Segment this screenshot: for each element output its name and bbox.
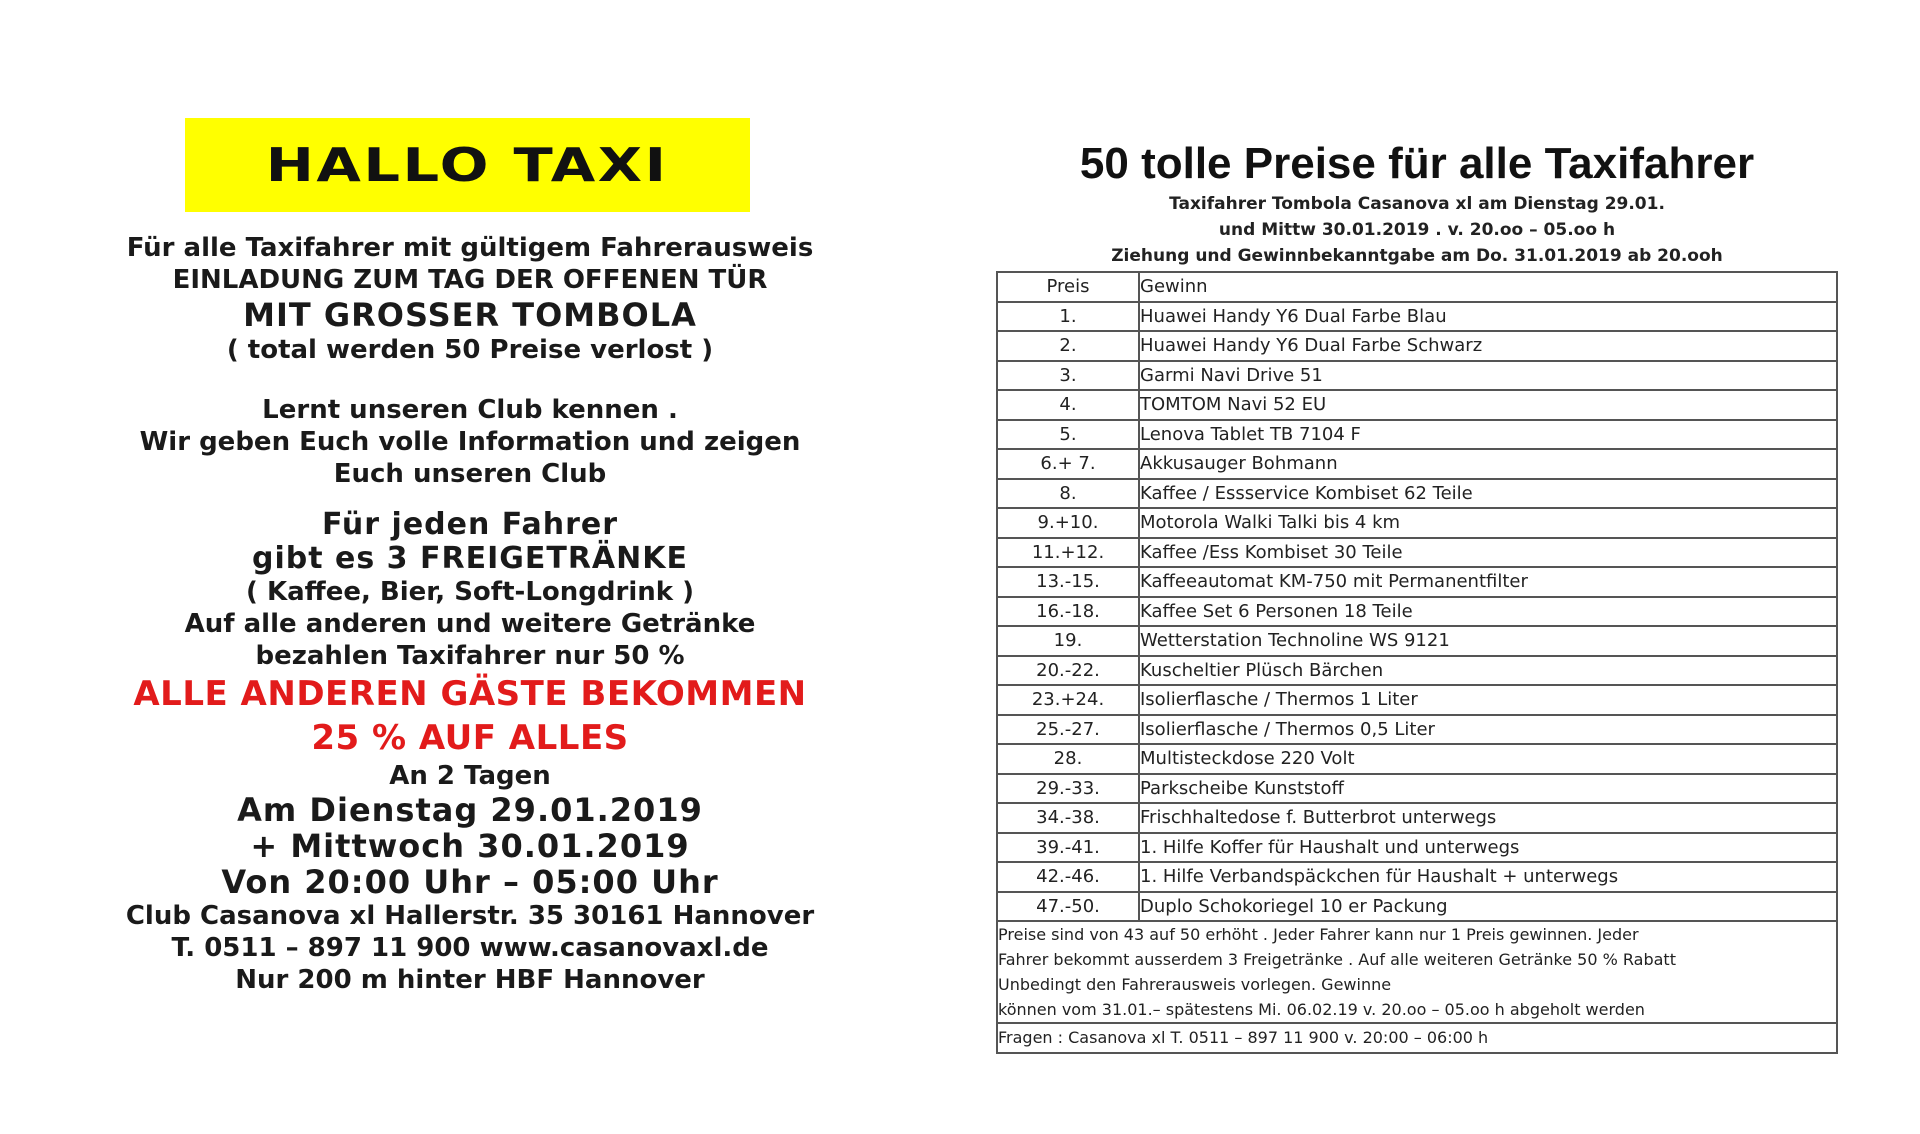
table-row [997, 479, 1837, 509]
table-row [997, 656, 1837, 686]
prize-item: Garmi Navi Drive 51 [1139, 361, 1837, 391]
prize-item: Kaffeeautomat KM-750 mit Permanentfilter [1139, 567, 1837, 597]
note-line-4: können vom 31.01.– spätestens Mi. 06.02.19 v. 20.oo – 05.oo h abgeholt werden [998, 1000, 1645, 1019]
prize-rank: 16.-18. [997, 597, 1139, 627]
prize-rank: 2. [997, 331, 1139, 361]
table-row [997, 302, 1837, 332]
prize-rank: 23.+24. [997, 685, 1139, 715]
table-row [997, 597, 1837, 627]
prize-rank: 3. [997, 361, 1139, 391]
intro-line-2: EINLADUNG ZUM TAG DER OFFENEN TÜR [172, 265, 768, 295]
guests-discount-line-2: 25 % AUF ALLES [311, 718, 629, 758]
location-hint: Nur 200 m hinter HBF Hannover [235, 965, 705, 995]
prize-rank: 4. [997, 390, 1139, 420]
table-row [997, 892, 1837, 922]
club-line-1: Lernt unseren Club kennen . [262, 395, 678, 425]
club-line-2: Wir geben Euch volle Information und zeigen [139, 427, 801, 457]
days-label: An 2 Tagen [389, 761, 551, 791]
prize-rank: 47.-50. [997, 892, 1139, 922]
prize-rank: 5. [997, 420, 1139, 450]
note-line-2: Fahrer bekommt ausserdem 3 Freigetränke . Auf alle weiteren Getränke 50 % Rabatt [998, 950, 1676, 969]
prize-item: 1. Hilfe Verbandspäckchen für Haushalt + unterwegs [1139, 862, 1837, 892]
club-line-3: Euch unseren Club [333, 459, 607, 489]
address-line: Club Casanova xl Hallerstr. 35 30161 Hannover [125, 901, 815, 931]
prize-rank: 42.-46. [997, 862, 1139, 892]
prize-rank: 25.-27. [997, 715, 1139, 745]
table-row [997, 685, 1837, 715]
date-line-2: + Mittwoch 30.01.2019 [250, 827, 690, 865]
table-row [997, 449, 1837, 479]
prize-item: TOMTOM Navi 52 EU [1139, 390, 1837, 420]
banner-title: HALLO TAXI [266, 138, 669, 192]
prize-item: Isolierflasche / Thermos 1 Liter [1139, 685, 1837, 715]
table-row [997, 538, 1837, 568]
prize-rank: 1. [997, 302, 1139, 332]
prize-rank: 34.-38. [997, 803, 1139, 833]
table-row [997, 567, 1837, 597]
header-preis: Preis [997, 272, 1139, 302]
phone-web-line: T. 0511 – 897 11 900 www.casanovaxl.de [171, 933, 769, 963]
table-row [997, 626, 1837, 656]
prize-rank: 13.-15. [997, 567, 1139, 597]
table-row [997, 361, 1837, 391]
prize-title: 50 tolle Preise für alle Taxifahrer [1079, 139, 1755, 188]
prize-item: Isolierflasche / Thermos 0,5 Liter [1139, 715, 1837, 745]
prize-rank: 6.+ 7. [997, 449, 1139, 479]
prize-item: Lenova Tablet TB 7104 F [1139, 420, 1837, 450]
drinks-detail-3: bezahlen Taxifahrer nur 50 % [255, 641, 685, 671]
prize-item: Wetterstation Technoline WS 9121 [1139, 626, 1837, 656]
invitation-flyer [55, 118, 885, 996]
table-header-row [997, 272, 1837, 302]
subtitle-line-3: Ziehung und Gewinnbekanntgabe am Do. 31.01.2019 ab 20.ooh [1111, 246, 1723, 266]
drinks-heading-1: Für jeden Fahrer [321, 507, 619, 542]
prize-rank: 9.+10. [997, 508, 1139, 538]
tombola-note: ( total werden 50 Preise verlost ) [226, 335, 714, 365]
prize-item: Parkscheibe Kunststoff [1139, 774, 1837, 804]
prize-rank: 29.-33. [997, 774, 1139, 804]
prize-item: Motorola Walki Talki bis 4 km [1139, 508, 1837, 538]
prize-item: Kaffee Set 6 Personen 18 Teile [1139, 597, 1837, 627]
prize-rows [997, 302, 1837, 922]
prize-item: Kuscheltier Plüsch Bärchen [1139, 656, 1837, 686]
table-row [997, 774, 1837, 804]
drinks-heading-2: gibt es 3 FREIGETRÄNKE [252, 541, 688, 576]
table-row [997, 420, 1837, 450]
drinks-detail-2: Auf alle anderen und weitere Getränke [184, 609, 756, 639]
prize-item: Duplo Schokoriegel 10 er Packung [1139, 892, 1837, 922]
questions-contact: Fragen : Casanova xl T. 0511 – 897 11 900 v. 20:00 – 06:00 h [997, 1023, 1837, 1053]
table-row [997, 508, 1837, 538]
note-line-1: Preise sind von 43 auf 50 erhöht . Jeder Fahrer kann nur 1 Preis gewinnen. Jeder [998, 925, 1639, 944]
table-row [997, 715, 1837, 745]
prize-table [996, 271, 1838, 1054]
prize-rank: 20.-22. [997, 656, 1139, 686]
prize-list [996, 139, 1838, 1054]
table-row [997, 862, 1837, 892]
note-line-3: Unbedingt den Fahrerausweis vorlegen. Gewinne [998, 975, 1392, 994]
table-row [997, 390, 1837, 420]
subtitle-line-2: und Mittw 30.01.2019 . v. 20.oo – 05.oo h [1218, 220, 1616, 240]
time-line: Von 20:00 Uhr – 05:00 Uhr [221, 863, 719, 901]
prize-item: Frischhaltedose f. Butterbrot unterwegs [1139, 803, 1837, 833]
subtitle-line-1: Taxifahrer Tombola Casanova xl am Dienstag 29.01. [1169, 194, 1665, 214]
drinks-detail-1: ( Kaffee, Bier, Soft-Longdrink ) [246, 577, 694, 607]
hallo-taxi-banner [185, 118, 750, 212]
intro-line-1: Für alle Taxifahrer mit gültigem Fahrerausweis [126, 233, 814, 263]
table-row [997, 331, 1837, 361]
prize-item: Multisteckdose 220 Volt [1139, 744, 1837, 774]
prize-item: Kaffee /Ess Kombiset 30 Teile [1139, 538, 1837, 568]
note-row [997, 921, 1837, 1023]
prize-note [997, 921, 1837, 1023]
prize-rank: 8. [997, 479, 1139, 509]
header-gewinn: Gewinn [1139, 272, 1837, 302]
prize-rank: 19. [997, 626, 1139, 656]
prize-item: Huawei Handy Y6 Dual Farbe Schwarz [1139, 331, 1837, 361]
prize-item: Kaffee / Essservice Kombiset 62 Teile [1139, 479, 1837, 509]
guests-discount-line-1: ALLE ANDEREN GÄSTE BEKOMMEN [133, 674, 807, 714]
prize-rank: 11.+12. [997, 538, 1139, 568]
prize-item: 1. Hilfe Koffer für Haushalt und unterwegs [1139, 833, 1837, 863]
table-row [997, 833, 1837, 863]
prize-rank: 28. [997, 744, 1139, 774]
prize-item: Huawei Handy Y6 Dual Farbe Blau [1139, 302, 1837, 332]
date-line-1: Am Dienstag 29.01.2019 [237, 791, 703, 829]
contact-row [997, 1023, 1837, 1053]
table-row [997, 803, 1837, 833]
prize-rank: 39.-41. [997, 833, 1139, 863]
tombola-heading: MIT GROSSER TOMBOLA [243, 296, 697, 334]
table-row [997, 744, 1837, 774]
prize-item: Akkusauger Bohmann [1139, 449, 1837, 479]
